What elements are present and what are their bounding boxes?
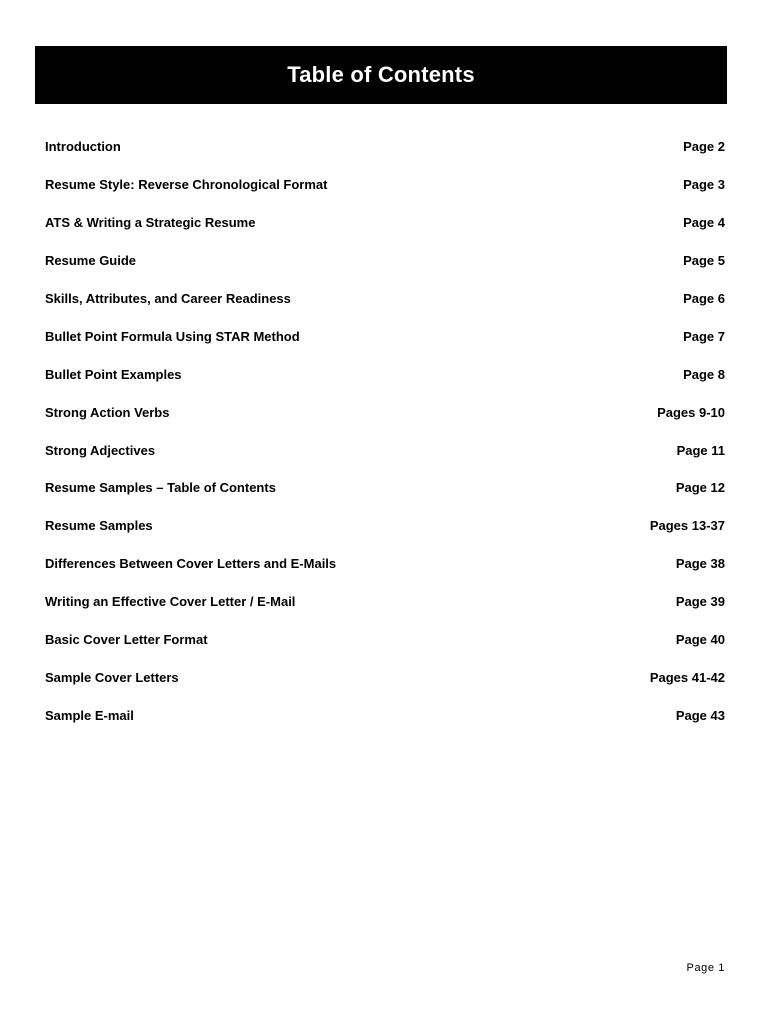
toc-entry <box>45 355 725 393</box>
toc-entry <box>45 431 725 469</box>
toc-entry-title: Writing an Effective Cover Letter / E-Mail <box>45 594 296 610</box>
toc-entry-page: Page 38 <box>675 556 725 572</box>
toc-entry <box>45 128 725 166</box>
toc-entry-page: Page 8 <box>683 366 725 382</box>
toc-entry-page: Page 11 <box>676 442 725 458</box>
toc-entry-page: Pages 13-37 <box>649 518 725 534</box>
toc-entry <box>45 280 725 318</box>
toc-entry <box>45 242 725 280</box>
toc-entry-page: Page 3 <box>683 177 725 193</box>
toc-entry-page: Page 5 <box>683 253 725 269</box>
toc-entry <box>45 393 725 431</box>
toc-entry <box>45 507 725 545</box>
toc-entry-title: Resume Style: Reverse Chronological Format <box>45 177 328 193</box>
toc-entry-page: Pages 9-10 <box>657 404 725 420</box>
toc-entry-title: Sample E-mail <box>45 707 134 723</box>
toc-entry <box>45 658 725 696</box>
footer-page-number: Page 1 <box>686 962 725 974</box>
toc-entry <box>45 545 725 583</box>
toc-entry-title: Resume Samples – Table of Contents <box>45 480 276 496</box>
page-title: Table of Contents <box>287 62 475 87</box>
toc-entry-title: ATS & Writing a Strategic Resume <box>45 215 256 231</box>
toc-entry-title: Bullet Point Examples <box>45 366 182 382</box>
header-bar <box>35 46 727 104</box>
toc-entry-title: Bullet Point Formula Using STAR Method <box>45 328 300 344</box>
toc-entry-page: Page 2 <box>683 139 725 155</box>
toc-entry-title: Basic Cover Letter Format <box>45 632 208 648</box>
toc-entry-page: Page 39 <box>675 594 725 610</box>
toc-entry-page: Page 4 <box>683 215 725 231</box>
toc-entry-page: Pages 41-42 <box>649 669 725 685</box>
toc-entry <box>45 583 725 621</box>
toc-entry-title: Strong Action Verbs <box>45 404 170 420</box>
toc-entry-page: Page 43 <box>675 707 725 723</box>
table-of-contents <box>45 128 725 734</box>
toc-entry <box>45 469 725 507</box>
toc-entry-title: Differences Between Cover Letters and E-Mails <box>45 556 337 572</box>
toc-entry-page: Page 12 <box>675 480 725 496</box>
toc-entry <box>45 204 725 242</box>
toc-entry <box>45 621 725 659</box>
toc-entry-title: Resume Samples <box>45 518 153 534</box>
toc-entry-title: Skills, Attributes, and Career Readiness <box>45 291 291 306</box>
toc-entry <box>45 166 725 204</box>
toc-entry-page: Page 7 <box>683 328 725 344</box>
toc-entry <box>45 317 725 355</box>
toc-entry-title: Resume Guide <box>45 253 137 269</box>
toc-entry-title: Introduction <box>45 139 121 155</box>
toc-entry-title: Sample Cover Letters <box>45 669 179 685</box>
toc-entry-page: Page 40 <box>675 632 725 648</box>
toc-entry <box>45 696 725 734</box>
toc-entry-page: Page 6 <box>683 291 725 306</box>
toc-entry-title: Strong Adjectives <box>45 442 156 458</box>
